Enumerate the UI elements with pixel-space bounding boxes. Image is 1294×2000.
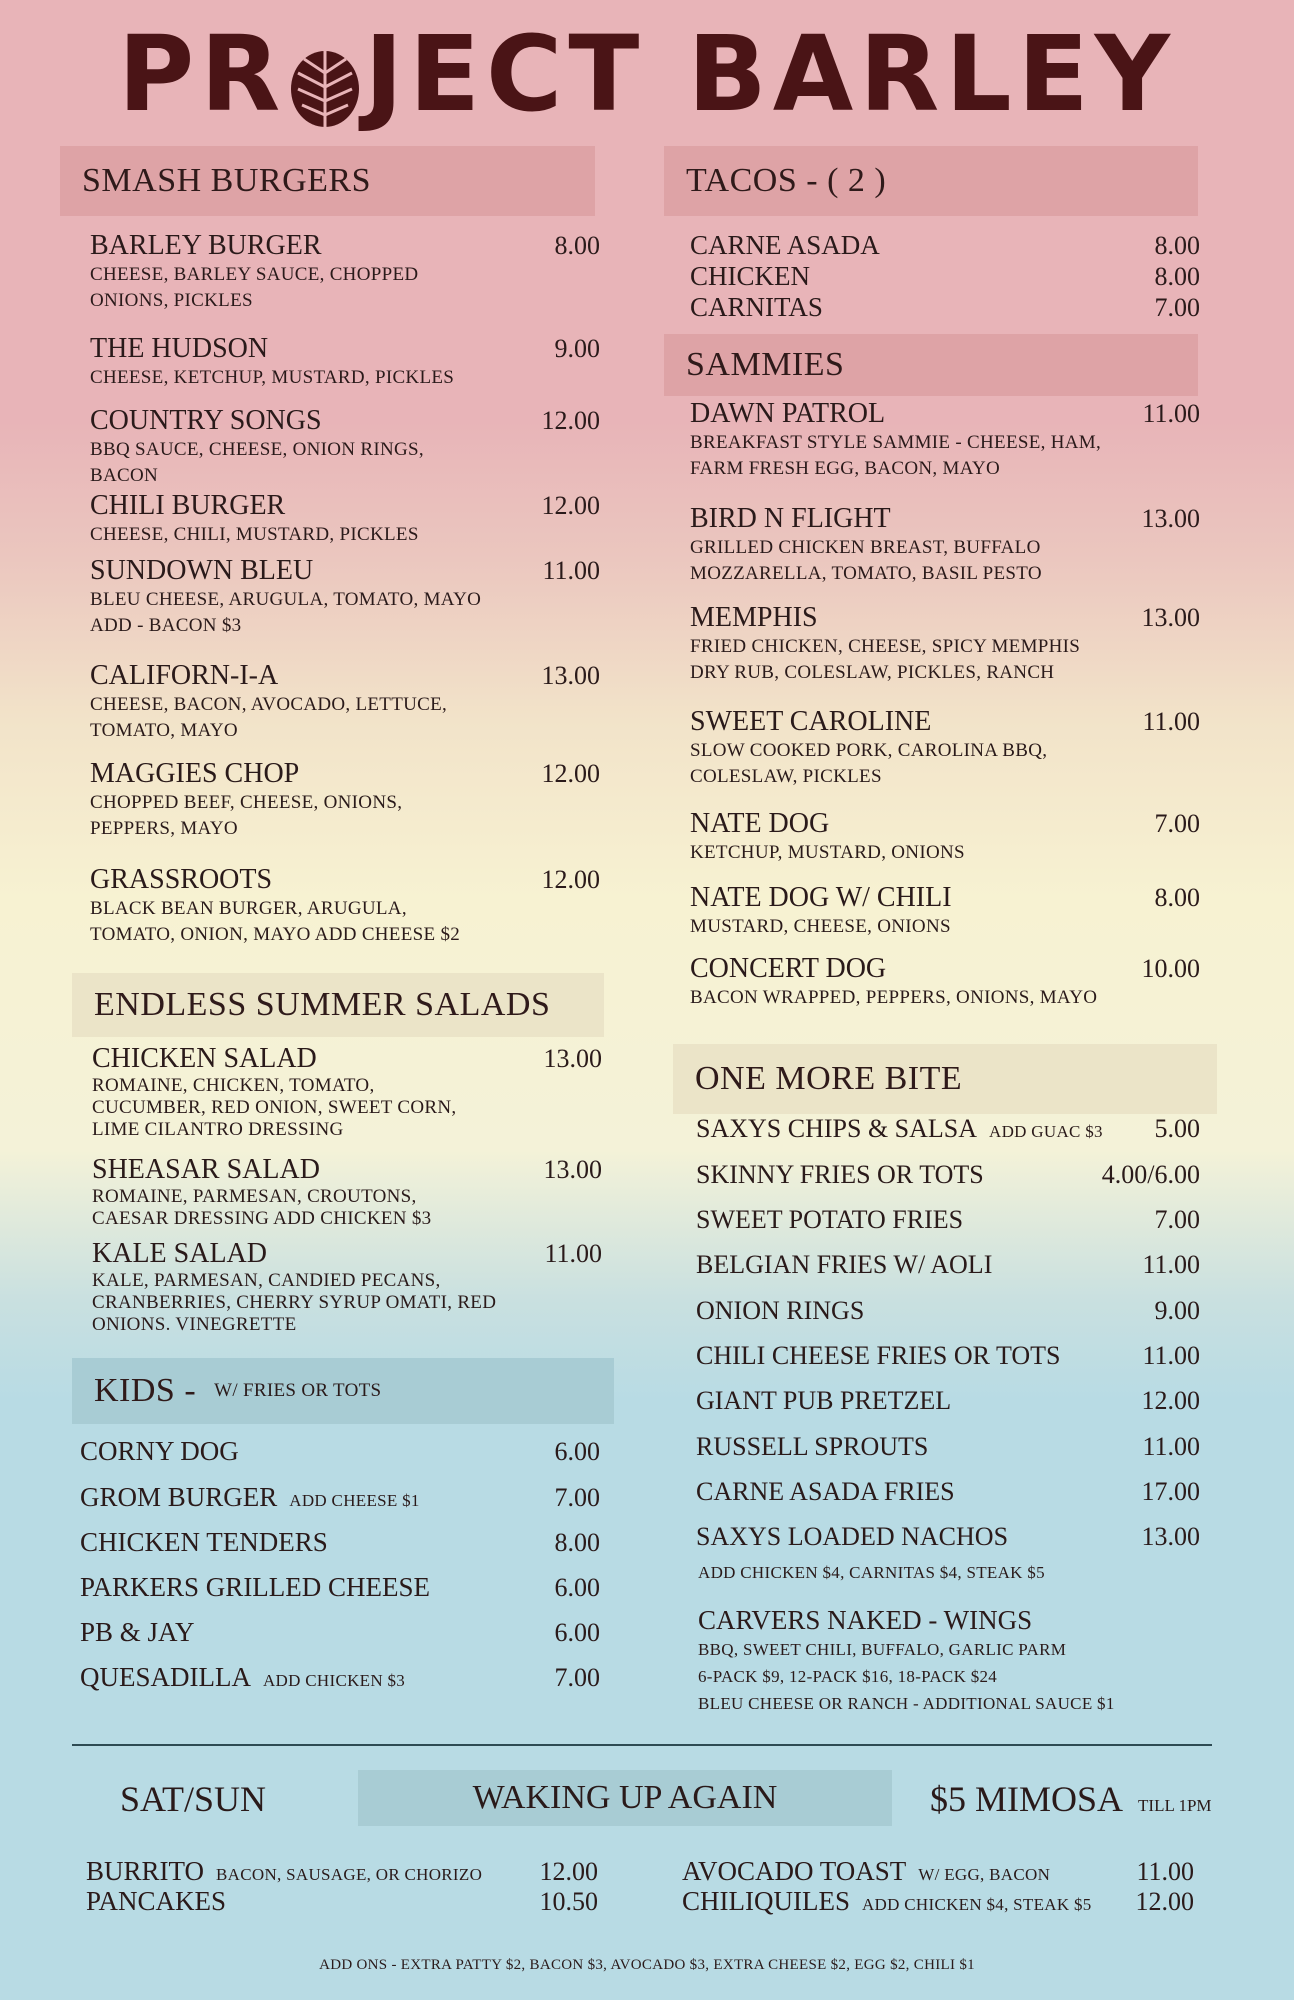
menu-row-name-wrap [690, 261, 810, 292]
menu-row-name: ONION RINGS [696, 1296, 865, 1325]
menu-row-name: CORNY DOG [80, 1436, 239, 1466]
menu-row-name-wrap [80, 1617, 195, 1648]
menu-item-price: 11.00 [1142, 707, 1200, 736]
menu-item-desc: CRANBERRIES, CHERRY SYRUP OMATI, RED [92, 1292, 497, 1313]
menu-row-price: 13.00 [1141, 1522, 1200, 1551]
menu-item-name: MAGGIES CHOP [90, 758, 300, 789]
menu-item-name: NATE DOG [690, 808, 830, 839]
menu-item-name: CHICKEN SALAD [92, 1043, 317, 1074]
menu-item [690, 503, 1200, 587]
menu-row-name: CHILI CHEESE FRIES OR TOTS [696, 1341, 1061, 1370]
menu-row-name-wrap [696, 1205, 963, 1235]
menu-item-desc: ROMAINE, PARMESAN, CROUTONS, [92, 1186, 417, 1207]
menu-item-title [690, 398, 1200, 430]
menu-row-name: SAXYS CHIPS & SALSA [696, 1114, 978, 1143]
menu-item-name: CONCERT DOG [690, 953, 887, 984]
wings-line: BLEU CHEESE OR RANCH - ADDITIONAL SAUCE $1 [698, 1694, 1115, 1713]
brunch-item [86, 1856, 598, 1888]
menu-item [690, 808, 1200, 866]
menu-row-price: 7.00 [554, 1483, 600, 1512]
brunch-price: 11.00 [1136, 1857, 1194, 1886]
menu-item-desc: ONIONS. VINEGRETTE [92, 1314, 297, 1335]
leaf-logo-icon [288, 37, 362, 127]
menu-item-title [90, 864, 600, 896]
menu-item-name: NATE DOG W/ CHILI [690, 882, 952, 913]
menu-row [696, 1522, 1200, 1552]
menu-item-title [690, 953, 1200, 985]
menu-row-name: BELGIAN FRIES W/ AOLI [696, 1250, 993, 1279]
menu-row-name: SKINNY FRIES OR TOTS [696, 1160, 984, 1189]
brunch-price: 12.00 [1135, 1887, 1194, 1916]
menu-item-name: THE HUDSON [90, 333, 269, 364]
menu-item-name: DAWN PATROL [690, 398, 886, 429]
menu-row-price: 6.00 [554, 1618, 600, 1647]
section-header-smash-burgers: SMASH BURGERS [60, 146, 595, 216]
menu-item-desc: FRIED CHICKEN, CHEESE, SPICY MEMPHIS [690, 636, 1081, 657]
menu-row-name: SAXYS LOADED NACHOS [696, 1522, 1009, 1551]
menu-item-name: BIRD N FLIGHT [690, 503, 891, 534]
menu-row-name-wrap [690, 292, 823, 323]
menu-item-name: GRASSROOTS [90, 864, 273, 895]
kids-header-note: W/ FRIES OR TOTS [214, 1380, 382, 1401]
title-right: JECT BARLEY [364, 13, 1176, 135]
menu-row [80, 1617, 600, 1648]
menu-item-title [92, 1238, 602, 1270]
menu-item-desc: ONIONS, PICKLES [90, 290, 253, 311]
menu-item-name: MEMPHIS [690, 602, 818, 633]
menu-item-title [92, 1043, 602, 1075]
wings-line: BBQ, SWEET CHILI, BUFFALO, GARLIC PARM [698, 1640, 1067, 1659]
menu-item-desc: CAESAR DRESSING ADD CHICKEN $3 [92, 1208, 432, 1229]
menu-item-price: 7.00 [1154, 809, 1200, 838]
menu-item-price: 11.00 [1142, 399, 1200, 428]
menu-row-price: 8.00 [1154, 231, 1200, 260]
menu-row-name-wrap [696, 1432, 928, 1462]
menu-item-price: 13.00 [541, 661, 600, 690]
menu-item-desc: ADD - BACON $3 [90, 615, 242, 636]
menu-item [90, 660, 600, 744]
menu-item-name: KALE SALAD [92, 1238, 267, 1269]
title-left: PR [118, 13, 287, 135]
menu-item-desc: LIME CILANTRO DRESSING [92, 1119, 344, 1140]
menu-row [696, 1114, 1200, 1145]
brunch-name: AVOCADO TOAST [682, 1856, 907, 1886]
menu-item-price: 13.00 [543, 1155, 602, 1184]
menu-row-price: 8.00 [1154, 262, 1200, 291]
menu-row [696, 1477, 1200, 1507]
menu-row [690, 230, 1200, 261]
menu-item-name: BARLEY BURGER [90, 230, 322, 261]
menu-row-name-wrap [80, 1482, 420, 1514]
menu-row [80, 1527, 600, 1558]
menu-row [690, 261, 1200, 292]
menu-row-price: 9.00 [1154, 1296, 1200, 1325]
menu-row-name: CHICKEN [690, 261, 810, 291]
menu-item-desc: CHEESE, KETCHUP, MUSTARD, PICKLES [90, 367, 455, 388]
mimosa-offer [930, 1778, 1212, 1820]
menu-row [696, 1250, 1200, 1280]
menu-item-price: 11.00 [544, 1239, 602, 1268]
menu-item-price: 8.00 [1154, 883, 1200, 912]
menu-row-extra: ADD GUAC $3 [989, 1122, 1103, 1141]
menu-row [696, 1296, 1200, 1326]
menu-row-name-wrap [690, 230, 880, 261]
menu-item-desc: CHOPPED BEEF, CHEESE, ONIONS, [90, 792, 403, 813]
menu-row-extra: ADD CHICKEN $3 [262, 1671, 406, 1690]
menu-row-price: 5.00 [1154, 1114, 1200, 1143]
menu-item-name: SWEET CAROLINE [690, 706, 932, 737]
menu-row-price: 7.00 [1154, 1205, 1200, 1234]
menu-row-name-wrap [80, 1527, 328, 1558]
page-title [0, 14, 1294, 134]
menu-item [690, 882, 1200, 940]
menu-item-name: SUNDOWN BLEU [90, 555, 314, 586]
menu-item-price: 11.00 [542, 556, 600, 585]
menu-row-extra: ADD CHEESE $1 [289, 1491, 420, 1510]
menu-item-title [690, 602, 1200, 634]
menu-row-name-wrap [696, 1250, 992, 1280]
mimosa-note: TILL 1PM [1138, 1796, 1212, 1815]
brunch-name-wrap [682, 1856, 1050, 1888]
wings-title: CARVERS NAKED - WINGS [698, 1605, 1033, 1635]
brunch-name: CHILIQUILES [682, 1886, 850, 1916]
menu-row-name-wrap [80, 1662, 405, 1694]
menu-row-name: PARKERS GRILLED CHEESE [80, 1572, 431, 1602]
section-header-salads: ENDLESS SUMMER SALADS [72, 973, 604, 1037]
menu-item-desc: PEPPERS, MAYO [90, 818, 238, 839]
menu-item [690, 602, 1200, 686]
menu-item-name: CHILI BURGER [90, 490, 286, 521]
menu-row-price: 12.00 [1141, 1386, 1200, 1415]
section-header-one-more-bite: ONE MORE BITE [673, 1044, 1217, 1114]
menu-row [690, 292, 1200, 323]
menu-item-desc: BLACK BEAN BURGER, ARUGULA, [90, 898, 407, 919]
menu-item-desc: CHEESE, CHILI, MUSTARD, PICKLES [90, 524, 419, 545]
menu-item-desc: KETCHUP, MUSTARD, ONIONS [690, 842, 965, 863]
menu-item [90, 555, 600, 639]
menu-item-price: 9.00 [554, 334, 600, 363]
menu-item [90, 490, 600, 548]
menu-row [80, 1572, 600, 1603]
menu-item-title [690, 706, 1200, 738]
brunch-extra: ADD CHICKEN $4, STEAK $5 [861, 1895, 1092, 1914]
menu-row [696, 1160, 1200, 1190]
menu-item-desc: BLEU CHEESE, ARUGULA, TOMATO, MAYO [90, 589, 482, 610]
weekend-days: SAT/SUN [120, 1779, 267, 1819]
menu-item-price: 13.00 [543, 1044, 602, 1073]
menu-row-name-wrap [696, 1160, 984, 1190]
menu-item-price: 10.00 [1141, 954, 1200, 983]
menu-item-price: 12.00 [541, 406, 600, 435]
menu-row-price: 7.00 [554, 1663, 600, 1692]
menu-row-price: 11.00 [1142, 1250, 1200, 1279]
menu-item [92, 1238, 602, 1336]
menu-row-name: SWEET POTATO FRIES [696, 1205, 964, 1234]
menu-row-name-wrap [696, 1114, 1103, 1145]
menu-item-name: CALIFORN-I-A [90, 660, 279, 691]
brunch-name-wrap [86, 1886, 226, 1916]
menu-row-name: QUESADILLA [80, 1662, 251, 1692]
brunch-name: BURRITO [86, 1856, 205, 1886]
menu-row-name: GROM BURGER [80, 1482, 278, 1512]
menu-item-desc: COLESLAW, PICKLES [690, 766, 882, 787]
menu-item-desc: CHEESE, BARLEY SAUCE, CHOPPED [90, 264, 419, 285]
menu-row-price: 4.00/6.00 [1101, 1160, 1200, 1189]
brunch-extra: W/ EGG, BACON [918, 1865, 1051, 1884]
menu-item-title [90, 758, 600, 790]
menu-item-desc: MOZZARELLA, TOMATO, BASIL PESTO [690, 563, 1042, 584]
brunch-price: 10.50 [539, 1887, 598, 1916]
menu-item-desc: BACON [90, 465, 159, 486]
menu-item-title [690, 882, 1200, 914]
menu-row-name-wrap [696, 1341, 1061, 1371]
nachos-note: ADD CHICKEN $4, CARNITAS $4, STEAK $5 [698, 1563, 1045, 1582]
menu-item-title [90, 660, 600, 692]
menu-item [690, 398, 1200, 482]
menu-item-price: 13.00 [1141, 603, 1200, 632]
menu-item-desc: SLOW COOKED PORK, CAROLINA BBQ, [690, 740, 1048, 761]
menu-item-price: 12.00 [541, 759, 600, 788]
menu-row-name: GIANT PUB PRETZEL [696, 1386, 952, 1415]
menu-item-name: COUNTRY SONGS [90, 405, 322, 436]
menu-item-desc: BBQ SAUCE, CHEESE, ONION RINGS, [90, 439, 424, 460]
menu-row [696, 1341, 1200, 1371]
menu-item-desc: BACON WRAPPED, PEPPERS, ONIONS, MAYO [690, 987, 1098, 1008]
menu-item-desc: BREAKFAST STYLE SAMMIE - CHEESE, HAM, [690, 432, 1102, 453]
menu-row-name: PB & JAY [80, 1617, 195, 1647]
menu-item [90, 864, 600, 948]
menu-item-title [90, 405, 600, 437]
menu-item [690, 706, 1200, 790]
menu-row-price: 11.00 [1142, 1432, 1200, 1461]
menu-item [90, 405, 600, 489]
brunch-name-wrap [86, 1856, 482, 1888]
menu-item-price: 12.00 [541, 491, 600, 520]
brunch-price: 12.00 [539, 1857, 598, 1886]
menu-item-price: 12.00 [541, 865, 600, 894]
wings-line: 6-PACK $9, 12-PACK $16, 18-PACK $24 [698, 1667, 998, 1686]
menu-row-name: CARNITAS [690, 292, 823, 322]
menu-row [696, 1386, 1200, 1416]
section-header-tacos: TACOS - ( 2 ) [664, 146, 1198, 216]
menu-item [90, 333, 600, 391]
menu-row-name-wrap [80, 1436, 239, 1467]
menu-row-name-wrap [696, 1522, 1008, 1552]
menu-row-price: 11.00 [1142, 1341, 1200, 1370]
brunch-extra: BACON, SAUSAGE, OR CHORIZO [216, 1865, 483, 1884]
brunch-name-wrap [682, 1886, 1092, 1918]
menu-row-price: 7.00 [1154, 293, 1200, 322]
brunch-name: PANCAKES [86, 1886, 227, 1916]
menu-item-title [90, 333, 600, 365]
menu-item-desc: ROMAINE, CHICKEN, TOMATO, [92, 1075, 375, 1096]
menu-item-desc: GRILLED CHICKEN BREAST, BUFFALO [690, 537, 1041, 558]
menu-item-title [90, 230, 600, 262]
menu-row [80, 1662, 600, 1694]
menu-row-name: CARNE ASADA [690, 230, 880, 260]
section-header-sammies: SAMMIES [664, 334, 1198, 396]
menu-item-desc: CUCUMBER, RED ONION, SWEET CORN, [92, 1097, 457, 1118]
menu-item-desc: CHEESE, BACON, AVOCADO, LETTUCE, [90, 694, 448, 715]
section-divider [72, 1744, 1212, 1746]
menu-item-desc: TOMATO, ONION, MAYO ADD CHEESE $2 [90, 924, 461, 945]
wings-block [698, 1605, 1115, 1717]
menu-item-name: SHEASAR SALAD [92, 1154, 320, 1185]
menu-item [92, 1043, 602, 1141]
menu-item-title [92, 1154, 602, 1186]
menu-row-price: 6.00 [554, 1437, 600, 1466]
menu-item [690, 953, 1200, 1011]
menu-row-name-wrap [80, 1572, 430, 1603]
menu-item-desc: KALE, PARMESAN, CANDIED PECANS, [92, 1270, 441, 1291]
menu-row-name: CHICKEN TENDERS [80, 1527, 328, 1557]
menu-row-name: RUSSELL SPROUTS [696, 1432, 929, 1461]
add-ons-footer: ADD ONS - EXTRA PATTY $2, BACON $3, AVOCADO $3, EXTRA CHEESE $2, EGG $2, CHILI $1 [319, 1957, 975, 1973]
menu-row-price: 6.00 [554, 1573, 600, 1602]
menu-row-name-wrap [696, 1296, 864, 1326]
brunch-item [682, 1886, 1194, 1918]
menu-item [90, 230, 600, 314]
menu-item-price: 8.00 [554, 231, 600, 260]
menu-row-price: 17.00 [1141, 1477, 1200, 1506]
menu-item-price: 13.00 [1141, 504, 1200, 533]
mimosa-label: $5 MIMOSA [930, 1779, 1122, 1819]
menu-item-desc: FARM FRESH EGG, BACON, MAYO [690, 458, 1001, 479]
menu-item-title [90, 490, 600, 522]
menu-row-name: CARNE ASADA FRIES [696, 1477, 955, 1506]
menu-row-name-wrap [696, 1477, 955, 1507]
menu-item-title [690, 503, 1200, 535]
menu-row [696, 1205, 1200, 1235]
menu-item [90, 758, 600, 842]
menu-row-name-wrap [696, 1386, 951, 1416]
menu-item [92, 1154, 602, 1230]
section-header-waking-up-again: WAKING UP AGAIN [358, 1770, 892, 1826]
menu-row-price: 8.00 [554, 1528, 600, 1557]
section-header-kids [72, 1358, 614, 1424]
menu-item-desc: TOMATO, MAYO [90, 720, 238, 741]
brunch-item [682, 1856, 1194, 1888]
menu-item-desc: MUSTARD, CHEESE, ONIONS [690, 916, 951, 937]
kids-header-label: KIDS - [94, 1372, 197, 1409]
menu-row [696, 1432, 1200, 1462]
menu-row [80, 1436, 600, 1467]
menu-item-title [690, 808, 1200, 840]
brunch-item [86, 1886, 598, 1917]
menu-row [80, 1482, 600, 1514]
menu-item-title [90, 555, 600, 587]
menu-item-desc: DRY RUB, COLESLAW, PICKLES, RANCH [690, 662, 1055, 683]
